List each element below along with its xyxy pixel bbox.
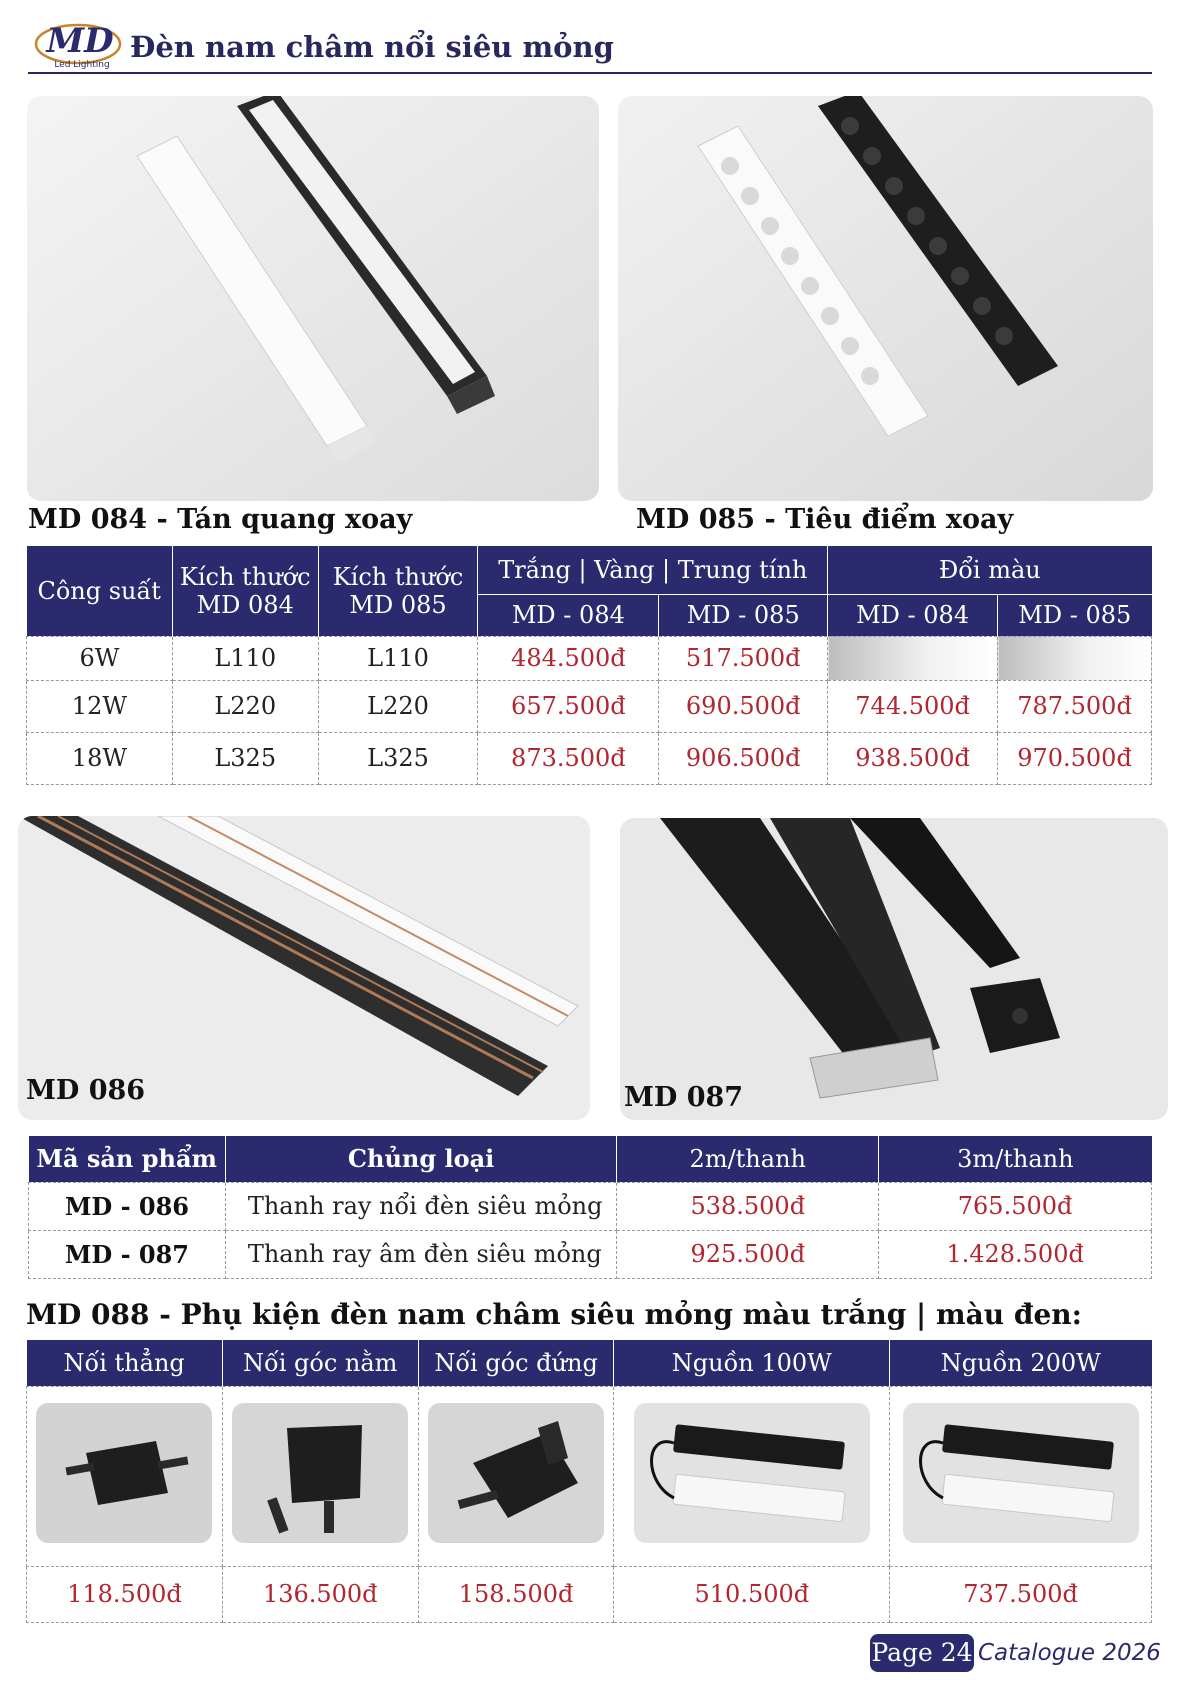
- cell-type: Thanh ray âm đèn siêu mỏng: [225, 1230, 617, 1278]
- cell-price-white-084: 484.500đ: [478, 636, 659, 680]
- accessory-photo-driver-100w: [614, 1386, 890, 1566]
- accessory-price: 510.500đ: [614, 1566, 890, 1622]
- cell-empty: [828, 636, 998, 680]
- cell-type: Thanh ray nổi đèn siêu mỏng: [225, 1182, 617, 1230]
- cell-price-white-085: 690.500đ: [659, 680, 828, 732]
- product-photo-md087: [620, 818, 1168, 1120]
- accessory-header: Nối góc đứng: [418, 1340, 614, 1386]
- cell-price-rgb-085: 970.500đ: [998, 732, 1152, 784]
- accessory-price: 136.500đ: [222, 1566, 418, 1622]
- page-title: Đèn nam châm nổi siêu mỏng: [130, 30, 614, 64]
- catalogue-label: Catalogue 2026: [978, 1640, 1161, 1666]
- logo-text: MD: [46, 21, 114, 61]
- cell-price-2m: 538.500đ: [617, 1182, 879, 1230]
- accessories-table: [26, 1340, 1152, 1623]
- table-row: [29, 1230, 1152, 1278]
- cell-power: 12W: [27, 680, 173, 732]
- col-header-3m: 3m/thanh: [879, 1136, 1152, 1182]
- table-row: [29, 1182, 1152, 1230]
- cell-price-white-085: 906.500đ: [659, 732, 828, 784]
- col-header-size-084: Kích thước MD 084: [172, 546, 318, 636]
- cell-price-2m: 925.500đ: [617, 1230, 879, 1278]
- header-divider: [28, 72, 1152, 74]
- cell-price-3m: 1.428.500đ: [879, 1230, 1152, 1278]
- cell-size-084: L220: [172, 680, 318, 732]
- col-group-rgb: Đổi màu: [828, 546, 1152, 594]
- col-header-power: Công suất: [27, 546, 173, 636]
- table-row: [27, 732, 1152, 784]
- cell-power: 18W: [27, 732, 173, 784]
- page-number: Page 24: [870, 1634, 974, 1672]
- subheader-white-084: MD - 084: [478, 594, 659, 636]
- col-header-code: Mã sản phẩm: [29, 1136, 226, 1182]
- accessory-header: Nối thẳng: [27, 1340, 223, 1386]
- product-photo-md084: [27, 96, 599, 501]
- price-table-md086-087: [28, 1136, 1152, 1279]
- accessory-photo-vertical-corner: [418, 1386, 614, 1566]
- cell-power: 6W: [27, 636, 173, 680]
- cell-price-3m: 765.500đ: [879, 1182, 1152, 1230]
- cell-code: MD - 087: [29, 1230, 226, 1278]
- table-row: [27, 636, 1152, 680]
- accessory-price: 158.500đ: [418, 1566, 614, 1622]
- cell-size-085: L325: [318, 732, 478, 784]
- cell-size-084: L325: [172, 732, 318, 784]
- price-table-md084-085: [26, 546, 1152, 785]
- cell-price-rgb-084: 744.500đ: [828, 680, 998, 732]
- product-label-md086: MD 086: [26, 1075, 146, 1106]
- cell-price-rgb-085: 787.500đ: [998, 680, 1152, 732]
- cell-size-085: L110: [318, 636, 478, 680]
- accessory-photo-driver-200w: [890, 1386, 1152, 1566]
- cell-empty: [998, 636, 1152, 680]
- col-header-2m: 2m/thanh: [617, 1136, 879, 1182]
- accessory-photo-flat-corner: [222, 1386, 418, 1566]
- col-group-white: Trắng | Vàng | Trung tính: [478, 546, 828, 594]
- accessories-title: MD 088 - Phụ kiện đèn nam châm siêu mỏng màu trắng | màu đen:: [26, 1298, 1082, 1331]
- accessory-price: 118.500đ: [27, 1566, 223, 1622]
- subheader-white-085: MD - 085: [659, 594, 828, 636]
- cell-size-084: L110: [172, 636, 318, 680]
- cell-price-white-084: 873.500đ: [478, 732, 659, 784]
- cell-code: MD - 086: [29, 1182, 226, 1230]
- product-label-md085: MD 085 - Tiêu điểm xoay: [636, 504, 1014, 535]
- cell-price-rgb-084: 938.500đ: [828, 732, 998, 784]
- col-header-type: Chủng loại: [225, 1136, 617, 1182]
- table-row: [27, 680, 1152, 732]
- cell-price-white-085: 517.500đ: [659, 636, 828, 680]
- accessory-price: 737.500đ: [890, 1566, 1152, 1622]
- cell-price-white-084: 657.500đ: [478, 680, 659, 732]
- logo-subtext: Led Lighting: [54, 60, 110, 70]
- cell-size-085: L220: [318, 680, 478, 732]
- accessory-header: Nối góc nằm: [222, 1340, 418, 1386]
- col-header-size-085: Kích thước MD 085: [318, 546, 478, 636]
- accessory-header: Nguồn 200W: [890, 1340, 1152, 1386]
- brand-logo: [34, 16, 124, 70]
- accessory-header: Nguồn 100W: [614, 1340, 890, 1386]
- product-label-md084: MD 084 - Tán quang xoay: [28, 504, 413, 535]
- accessory-photo-straight: [27, 1386, 223, 1566]
- subheader-rgb-085: MD - 085: [998, 594, 1152, 636]
- product-label-md087: MD 087: [624, 1082, 744, 1113]
- subheader-rgb-084: MD - 084: [828, 594, 998, 636]
- product-photo-md085: [618, 96, 1153, 501]
